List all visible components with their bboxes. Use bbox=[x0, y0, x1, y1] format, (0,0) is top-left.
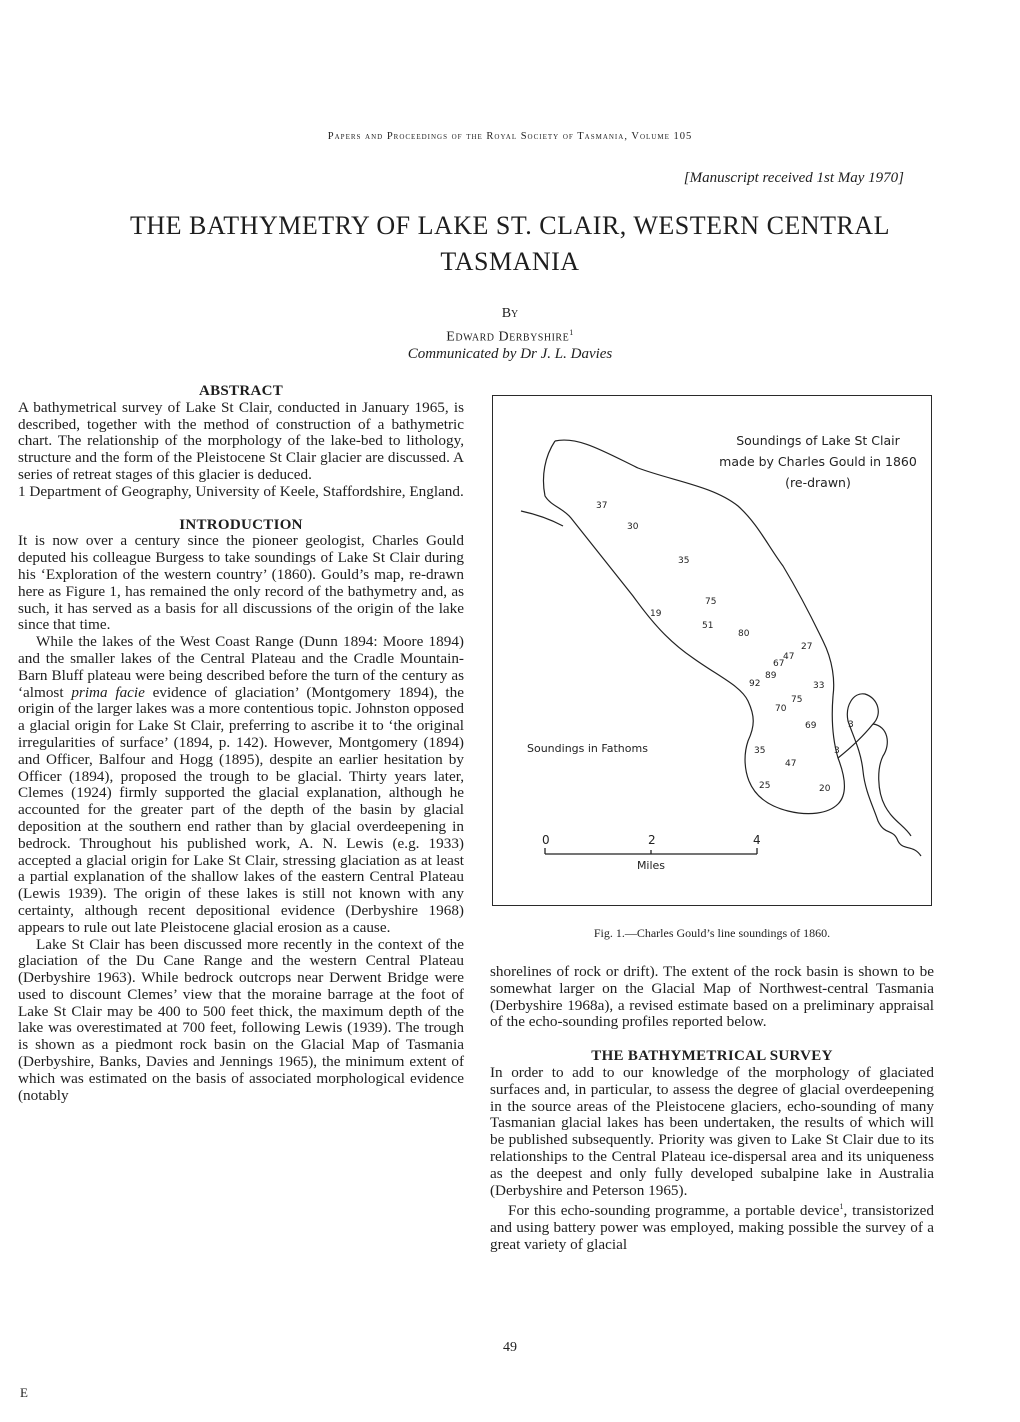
sounding-label: 33 bbox=[813, 681, 825, 691]
left-column bbox=[18, 383, 464, 1104]
sounding-label: 3 bbox=[834, 746, 840, 756]
figure-title-line-3: (re-drawn) bbox=[785, 475, 851, 490]
sounding-label: 35 bbox=[678, 556, 690, 566]
introduction-paragraph-3: Lake St Clair has been discussed more recently in the context of the glaciation of the Du Cane Range and the western Central Plateau (Derbyshire 1963). While bedrock outcrops near Derwent Bridge were used to discount Clemes’ view that the moraine barrage at the foot of Lake St Clair may be 400 to 500 feet thick, the maximum depth of the lake was overestimated at 700 feet, following Lewis (1939). The trough is shown as a piedmont rock basin on the Glacial Map of Tasmania (Derbyshire, Banks, Davies and Jennings 1965), the minimum extent of which was estimated on the basis of associated morphological evidence (notably bbox=[18, 935, 464, 1104]
abstract-heading: ABSTRACT bbox=[198, 383, 284, 399]
sounding-label: 35 bbox=[754, 746, 766, 756]
article-title-line-1: THE BATHYMETRY OF LAKE ST. CLAIR, WESTERN CENTRAL bbox=[130, 211, 890, 240]
survey-heading: THE BATHYMETRICAL SURVEY bbox=[591, 1048, 833, 1065]
sounding-label: 75 bbox=[791, 695, 803, 705]
sounding-label: 92 bbox=[749, 679, 761, 689]
lake-map-svg bbox=[493, 396, 931, 905]
outlet-second-bank bbox=[873, 724, 911, 836]
introduction-paragraph-2-italic: prima facie bbox=[71, 683, 145, 701]
sounding-label: 27 bbox=[801, 642, 813, 652]
scale-tick-4: 4 bbox=[753, 833, 761, 847]
right-column bbox=[490, 964, 934, 1254]
soundings-units-label: Soundings in Fathoms bbox=[527, 742, 648, 755]
abstract-text: A bathymetrical survey of Lake St Clair, conducted in January 1965, is described, together with the method of construction of a bathymetric chart. The relationship of the morphology of the lake-bed to lithology, structure and the form of the Pleistocene St Clair glacier are discussed. A series of retreat stages of this glacier is deduced. bbox=[18, 398, 464, 483]
sounding-label: 67 bbox=[773, 659, 785, 669]
sounding-label: 30 bbox=[627, 522, 639, 532]
signature-mark: E bbox=[20, 1385, 28, 1400]
author-footnote-mark: 1 bbox=[569, 328, 574, 337]
figure-title-line-2: made by Charles Gould in 1860 bbox=[719, 454, 917, 469]
scale-unit: Miles bbox=[636, 859, 666, 872]
scale-tick-2: 2 bbox=[648, 833, 656, 847]
article-title bbox=[60, 208, 960, 280]
article-title-line-2: TASMANIA bbox=[440, 247, 580, 276]
introduction-paragraph-2 bbox=[18, 634, 464, 936]
page-number: 49 bbox=[503, 1340, 517, 1355]
introduction-paragraph-1: It is now over a century since the pioneer geologist, Charles Gould deputed his colleague Burgess to take soundings of Lake St Clair during his ‘Exploration of the western country’ (1860). Gould’s map, re-drawn here as Figure 1, has remained the only record of the bathymetry and, as such, it has served as a basis for all discussions of the origin of the lake since that time. bbox=[18, 532, 464, 634]
sounding-label: 75 bbox=[705, 597, 717, 607]
derwent-outlet bbox=[838, 694, 921, 856]
scale-tick-0: 0 bbox=[542, 833, 550, 847]
survey-paragraph-2-part-a: For this echo-sounding programme, a portable device bbox=[508, 1202, 840, 1220]
sounding-label: 25 bbox=[759, 781, 771, 791]
introduction-paragraph-4: shorelines of rock or drift). The extent of the rock basin is shown to be somewhat larger on the Glacial Map of Northwest-central Tasmania (Derbyshire 1968a), a revised estimate based on a preliminary appraisal of the echo-sounding profiles reported below. bbox=[490, 963, 934, 1031]
author-name-line bbox=[0, 328, 1020, 346]
figure-1-caption: Fig. 1.—Charles Gould’s line soundings of 1860. bbox=[593, 926, 831, 940]
sounding-label: 47 bbox=[783, 652, 795, 662]
survey-paragraph-1: In order to add to our knowledge of the morphology of glaciated surfaces and, in particular, to assess the degree of glacial overdeepening in the source areas of the Pleistocene glaciers, echo-sounding of many Tasmanian glacial lakes has been undertaken, the results of which will be published subsequently. Priority was given to Lake St Clair due to its relationships to the Central Plateau ice-dispersal area and its uniqueness as the deepest and only fully developed subalpine lake in Australia (Derbyshire and Peterson 1965). bbox=[490, 1063, 934, 1199]
affiliation-footnote: 1 Department of Geography, University of Keele, Staffordshire, England. bbox=[18, 482, 464, 500]
figure-1-map bbox=[492, 395, 932, 906]
lake-shoreline-west bbox=[543, 441, 753, 781]
scale-bar bbox=[542, 833, 761, 872]
sounding-label: 51 bbox=[702, 621, 714, 631]
survey-paragraph-2 bbox=[490, 1199, 934, 1253]
figure-title-line-1: Soundings of Lake St Clair bbox=[736, 433, 900, 448]
sounding-label: 69 bbox=[805, 721, 817, 731]
sounding-label: 37 bbox=[596, 501, 608, 511]
sounding-label: 3 bbox=[848, 720, 854, 730]
introduction-heading: INTRODUCTION bbox=[179, 516, 303, 533]
sounding-label: 19 bbox=[650, 609, 662, 619]
sounding-label: 80 bbox=[738, 629, 750, 639]
sounding-label: 20 bbox=[819, 784, 831, 794]
sounding-label: 89 bbox=[765, 671, 777, 681]
survey-footnote-mark: 1 bbox=[839, 1202, 844, 1212]
sounding-label: 70 bbox=[775, 704, 787, 714]
communicated-by: Communicated by Dr J. L. Davies bbox=[407, 346, 613, 362]
manuscript-received-note: [Manuscript received 1st May 1970] bbox=[683, 170, 904, 186]
author-name: Edward Derbyshire bbox=[446, 329, 570, 345]
survey-paragraph-2-part-b: , transistorized and using battery power was employed, making possible the survey of a great variety of glacial bbox=[490, 1202, 934, 1254]
sounding-label: 47 bbox=[785, 759, 797, 769]
byline-by: By bbox=[501, 306, 519, 321]
introduction-paragraph-2-part-a: While the lakes of the West Coast Range (Dunn 1894: Moore 1894) and the smaller lakes of the Central Plateau and the Cradle Mountain-Barn Bluff plateau were being described before the turn of the century as ‘almost bbox=[18, 633, 464, 701]
journal-running-head: Papers and Proceedings of the Royal Society of Tasmania, Volume 105 bbox=[327, 131, 693, 142]
west-bay-inlet bbox=[521, 511, 563, 526]
introduction-paragraph-2-part-b: evidence of glaciation’ (Montgomery 1894), the origin of the larger lakes was a more contentious topic. Johnston opposed a glacial origin for Lake St Clair, preferring to ascribe it to ‘the original irregularities of surface’ (1894, p. 142). However, Montgomery (1894) and Officer, Balfour and Hogg (1895), despite an earlier hesitation by Officer (1894), proposed the trough to be glacial. Thirty years later, Clemes (1924) firmly supported the glacial explanation, although he accounted for the greater part of the depth of the basin by glacial deposition at the southern end rather than by glacial overdeepening in bedrock. Throughout his published work, A. N. Lewis (e.g. 1933) accepted a glacial origin for Lake St Clair, stressing glaciation as at least a partial explanation of the shallow lakes of the eastern Central Plateau (Lewis 1939). The origin of these lakes is still not known with any certainty, although recent depositional evidence (Derbyshire 1968) appears to rule out late Pleistocene glacial erosion as a cause. bbox=[18, 683, 464, 936]
